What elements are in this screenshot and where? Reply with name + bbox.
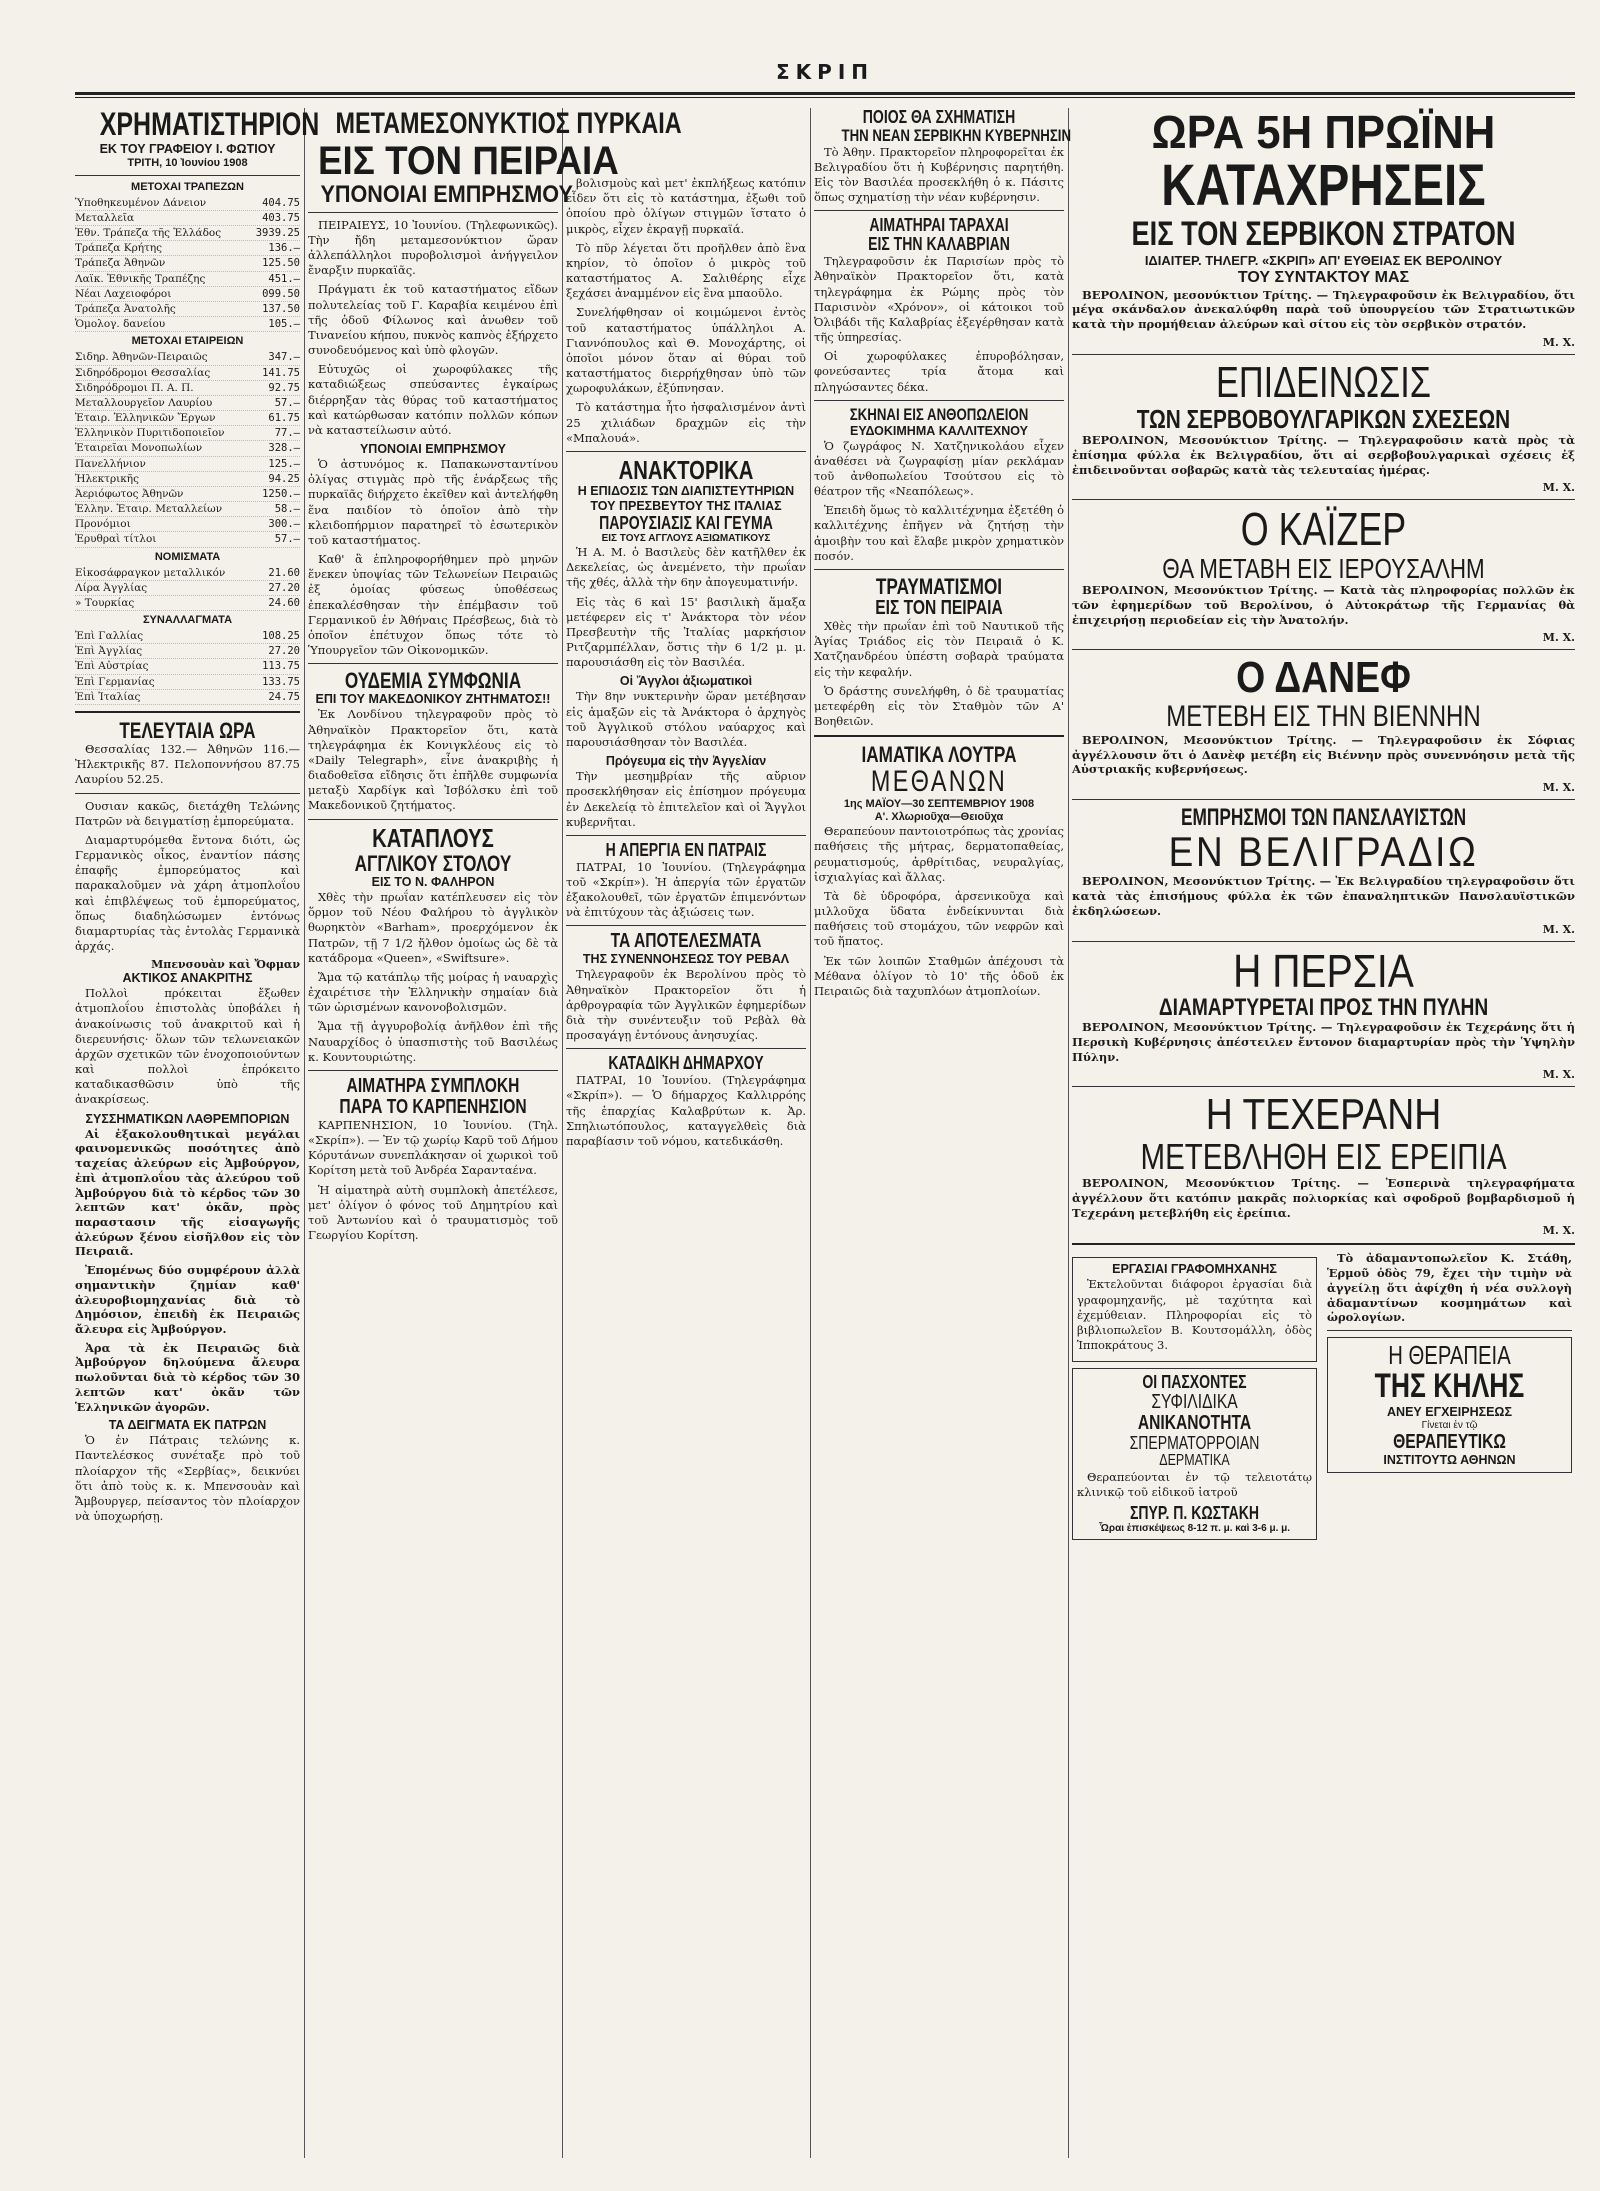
table-row bbox=[75, 644, 300, 659]
row-value: 136.— bbox=[268, 242, 300, 255]
last-hour-title: ΤΕΛΕΥΤΑΙΑ ΩΡΑ bbox=[119, 717, 256, 743]
row-label: Μεταλλουργεῖον Λαυρίου bbox=[75, 396, 213, 409]
row-value: 77.— bbox=[274, 427, 300, 440]
row-value: 347.— bbox=[268, 351, 300, 364]
row-value: 403.75 bbox=[262, 211, 300, 224]
headline: ΚΑΤΑΔΙΚΗ ΔΗΜΑΡΧΟΥ bbox=[608, 1053, 764, 1074]
row-value: 141.75 bbox=[262, 366, 300, 379]
headline: ΕΝ ΒΕΛΙΓΡΑΔΙΩ bbox=[1168, 828, 1479, 876]
row-value: 57.— bbox=[274, 533, 300, 546]
ad-name: ΣΠΥΡ. Π. ΚΩΣΤΑΚΗ bbox=[1129, 1503, 1260, 1524]
stock-source: ΕΚ ΤΟΥ ΓΡΑΦΕΙΟΥ Ι. ΦΩΤΙΟΥ bbox=[99, 141, 276, 156]
row-label: Νέαι Λαχειοφόροι bbox=[75, 287, 172, 300]
headline: ΟΥΔΕΜΙΑ ΣΥΜΦΩΝΙΑ bbox=[344, 668, 522, 694]
article-paragraph: Ἐπομένως δύο συμφέρουν ἀλλὰ σημαντικὴν ζημίαν καθ' ἀλευροβιομηχανίας διὰ τὸ Δημόσιον, ἐπειδὴ ἐκ Πειραιῶς ἄλευρα εἰς Ἀμβούργον. bbox=[75, 1263, 300, 1336]
subheadline: ΕΙΣ ΤΟ Ν. ΦΑΛΗΡΟΝ bbox=[371, 875, 495, 890]
table-row bbox=[75, 517, 300, 532]
table-row bbox=[75, 381, 300, 396]
stock-exchange-title: ΧΡΗΜΑΤΙΣΤΗΡΙΟΝ bbox=[99, 106, 320, 142]
section-heading: ΤΑ ΔΕΙΓΜΑΤΑ ΕΚ ΠΑΤΡΩΝ bbox=[108, 1418, 267, 1433]
ad-text: Θεραπεύονται ἐν τῷ τελειοτάτῳ κλινικῷ τοῦ εἰδικοῦ ἰατροῦ bbox=[1077, 1469, 1312, 1499]
signature: Μ. Χ. bbox=[1542, 781, 1575, 795]
article-paragraph: Ὁ δράστης συνελήφθη, ὁ δὲ τραυματίας μετεφέρθη εἰς τὸν Σταθμὸν τῶν Α' Βοηθειῶν. bbox=[814, 683, 1064, 729]
ad-paragraph: Θεραπεύουν παντοιοτρόπως τὰς χρονίας παθήσεις τῆς μήτρας, δερματοπαθείας, ρευματισμούς, ἀρθρίτιδας, νευραλγίας, ἰσχιαλγίας καὶ ἄλλας. bbox=[814, 824, 1064, 884]
article-paragraph: βολισμοὺς καὶ μετ' ἐκπλήξεως κατόπιν εἶδεν ὅτι εἰς τὸ κατάστημα, ἐξωθι τοῦ ὁποίου πρὸ ὀλίγων στιγμῶν ἵστατο ὁ μικρὸς, εἶχεν ἐκραγῇ πυρκαϊά. bbox=[566, 176, 806, 236]
banks-table bbox=[75, 196, 300, 333]
row-value: 137.50 bbox=[262, 302, 300, 315]
table-row bbox=[75, 457, 300, 472]
article-paragraph: ΠΑΤΡΑΙ, 10 Ἰουνίου. (Τηλεγράφημα τοῦ «Σκρίπ»). Ἡ ἀπεργία τῶν ἐργατῶν ἐξακολουθεῖ, τῶν ἐργατῶν ἐπιμενόντων νὰ ἐπιτύχουν τὰς ἀξιώσεις των. bbox=[566, 859, 806, 920]
table-row bbox=[75, 411, 300, 426]
row-value: 404.75 bbox=[262, 196, 300, 209]
table-row bbox=[75, 196, 300, 211]
article-paragraph: Εἰς τὰς 6 καὶ 15' βασιλικὴ ἅμαξα μετέφερεν εἰς τ' Ἀνάκτορα τὸν νέον Πρεσβευτὴν τῆς Ἰταλίας μαρκήσιον Ριτζαρμπέλλαν, ὅστις τὴν 6 1/2 μ. μ. παρουσιάσθη εἰς τὸν Βασιλέα. bbox=[566, 594, 806, 670]
row-value: 58.— bbox=[274, 503, 300, 516]
masthead-rule-thin bbox=[75, 97, 1575, 98]
headline: Η ΠΕΡΣΙΑ bbox=[1233, 944, 1414, 997]
row-label: Πανελλήνιον bbox=[75, 457, 146, 470]
row-value: 1250.— bbox=[262, 487, 300, 500]
row-label: Ἐθν. Τράπεζα τῆς Ἑλλάδος bbox=[75, 227, 222, 240]
coins-table bbox=[75, 566, 300, 612]
table-row bbox=[75, 532, 300, 547]
exchange-heading: ΣΥΝΑΛΛΑΓΜΑΤΑ bbox=[142, 614, 233, 627]
article-paragraph: Χθὲς τὴν πρωΐαν κατέπλευσεν εἰς τὸν ὅρμον τοῦ Νέου Φαλήρου τὸ ἀγγλικὸν θωρηκτὸν «Barham», προερχόμενον ἐκ Πατρῶν, τῇ 7 1/2 ἤλθον ὁμοίως ὡς δὲ τὰ κατάδρομα «Queen», «Swiftsure». bbox=[308, 890, 558, 965]
row-value: 328.— bbox=[268, 442, 300, 455]
column-divider bbox=[1068, 108, 1069, 2158]
article-paragraph: Ἐκ Λονδίνου τηλεγραφοῦν πρὸς τὸ Ἀθηναϊκὸν Πρακτορεῖον ὅτι, κατὰ τηλεγράφημα ἐκ Κονιγκλέους εἰς τὸ «Daily Telegraph», εἶνε ἀνακριβὴς ἡ διαδοθεῖσα εἴδησις ὅτι ἐπῆλθε συμφωνία μεταξὺ Χαρδίγκ καὶ Ἰσβόλσκυ ἐπὶ τοῦ Μακεδονικοῦ ζητήματος. bbox=[308, 707, 558, 813]
subheadline: ΥΠΟΝΟΙΑΙ ΕΜΠΡΗΣΜΟΥ bbox=[320, 180, 573, 208]
subheadline: ΙΔΙΑΙΤΕΡ. ΤΗΛΕΓΡ. «ΣΚΡΙΠ» ΑΠ' ΕΥΘΕΙΑΣ ΕΚ ΒΕΡΟΛΙΝΟΥ bbox=[1144, 252, 1503, 268]
article-paragraph: Ὁ ἐν Πάτραις τελώνης κ. Παντελέσκος συνέταξε πρὸ τοῦ πλοίαρχον τῆς «Σερβίας», δεικνύει ὅτι ἀπὸ τοὺς κ. κ. Μπενσουὰν καὶ Ἄμβουργερ, πείσαντος τὸν πλοίαρχον νὰ ὑποχωρήσῃ. bbox=[75, 1433, 300, 1524]
ad-subline: 1ης ΜΑΪΟΥ—30 ΣΕΠΤΕΜΒΡΙΟΥ 1908 bbox=[843, 797, 1035, 810]
headline: Η ΤΕΧΕΡΑΝΗ bbox=[1205, 1090, 1442, 1140]
article-paragraph: Χθὲς τὴν πρωΐαν ἐπὶ τοῦ Ναυτικοῦ τῆς Ἁγίας Τριάδος εἰς τὸν Πειραιᾶ ὁ Κ. Χατζηανδρέου ὑπέστη σοβαρὰ τραύματα εἰς τὴν κεφαλήν. bbox=[814, 619, 1064, 679]
row-label: Ἠλεκτρικῆς bbox=[75, 472, 139, 485]
row-value: 21.60 bbox=[268, 566, 300, 579]
row-label: Ἐπὶ Γερμανίας bbox=[75, 675, 155, 688]
row-label: Ἐπὶ Ἀγγλίας bbox=[75, 645, 143, 658]
ad-line: Γίνεται ἐν τῷ bbox=[1421, 1419, 1478, 1431]
row-label: Λαϊκ. Ἐθνικῆς Τραπέζης bbox=[75, 272, 206, 285]
article-paragraph: ΒΕΡΟΛΙΝΟΝ, Μεσονύκτιον Τρίτης. — Ἐσπερινὰ τηλεγραφήματα ἀγγέλλουν ὅτι κατόπιν μακρᾶς πολιορκίας καὶ σφοδροῦ βομβαρδισμοῦ ἡ Τεχεράνη μετεβλήθη εἰς ἐρείπια. bbox=[1072, 1176, 1575, 1220]
row-label: Ὑποθηκευμένον Δάνειον bbox=[75, 196, 207, 209]
companies-table bbox=[75, 350, 300, 547]
signature: Μ. Χ. bbox=[1542, 1068, 1575, 1082]
article-paragraph: ΠΕΙΡΑΙΕΥΣ, 10 Ἰουνίου. (Τηλεφωνικῶς). Τὴν ἤδη μεταμεσονύκτιον ὥραν ἀλλεπάλληλοι πυροβολισμοὶ ἀνήγγειλον ἔναρξιν πυρκαϊᾶς. bbox=[308, 217, 558, 278]
table-row bbox=[75, 566, 300, 581]
article-paragraph: Τηλεγραφοῦσιν ἐκ Παρισίων πρὸς τὸ Ἀθηναϊκὸν Πρακτορεῖον ὅτι, κατὰ τηλεγράφημα ἐκ Ρώμης πρὸς τὸν Παρισινὸν «Χρόνον», οἱ κάτοικοι τοῦ Ὀλιβάδι τῆς Καλαβρίας ἐξεγέρθησαν κατὰ τῆς ὑπηρεσίας. bbox=[814, 254, 1064, 345]
headline: ΑΓΓΛΙΚΟΥ ΣΤΟΛΟΥ bbox=[354, 850, 512, 876]
row-value: 105.— bbox=[268, 318, 300, 331]
article-paragraph: Συνελήφθησαν οἱ κοιμώμενοι ἐντὸς τοῦ καταστήματος ὑπάλληλοι Α. Γιαννόπουλος καὶ Θ. Μονοχάρτης, οἱ ὁποῖοι μόνον ὅταν αἱ θύραι τοῦ καταστήματος διερρήχθησαν ὑπὸ τῶν χωροφυλάκων, ἐξύπνησαν. bbox=[566, 305, 806, 396]
subheadline: Η ΕΠΙΔΟΣΙΣ ΤΩΝ ΔΙΑΠΙΣΤΕΥΤΗΡΙΩΝ bbox=[577, 484, 795, 499]
headline: ΠΑΡΑ ΤΟ ΚΑΡΠΕΝΗΣΙΟΝ bbox=[339, 1095, 527, 1118]
article-paragraph: Διαμαρτυρόμεθα ἔντονα διότι, ὡς Γερμανικὸς οἶκος, ἐναντίον πάσης ἐπαφῆς ἐμπορεύματος καὶ παρακαλοῦμεν νὰ χάρη ἀτμοπλοΐου καὶ ἐπιβλέψεως τοῦ ἐμπορεύματος, ὅπως διαδηλώσωμεν ἐντόνως διαμαρτυρίας τὰς ἐντολὰς Γερμανικὰ ἀρχάς. bbox=[75, 832, 300, 954]
ad-line: ΣΠΕΡΜΑΤΟΡΡΟΙΑΝ bbox=[1129, 1433, 1260, 1454]
jewelry-ad-text: Τὸ ἀδαμαντοπωλεῖον Κ. Στάθη, Ἑρμοῦ ὁδὸς 79, ἔχει τὴν τιμὴν νὰ ἀγγείλῃ ὅτι ἀφίχθη ἡ νέα συλλογὴ ἀδαμαντίνων κοσμημάτων καὶ ὡρολογίων. bbox=[1327, 1251, 1572, 1325]
table-row bbox=[75, 629, 300, 644]
article-paragraph: Ἅμα τῇ ἀγγυροβολίᾳ ἀνῆλθον ἐπὶ τῆς Ναυαρχίδος ὁ ὑπασπιστὴς τοῦ Βασιλέως κ. Κουντουριώτης. bbox=[308, 1019, 558, 1064]
headline: Ο ΚΑΪΖΕΡ bbox=[1240, 503, 1407, 556]
signature: Μ. Χ. bbox=[1542, 1224, 1575, 1238]
signature: Μ. Χ. bbox=[1542, 481, 1575, 495]
last-hour-text: Θεσσαλίας 132.— Ἀθηνῶν 116.— Ἠλεκτρικῆς 87. Πελοποννήσου 87.75 Λαυρίου 52.25. bbox=[75, 742, 300, 787]
row-value: 27.20 bbox=[268, 645, 300, 658]
column-divider bbox=[562, 108, 563, 2158]
article-paragraph: Τὸ κατάστημα ἦτο ἠσφαλισμένον ἀντὶ 25 χιλιάδων δραχμῶν εἰς τὴν «Μπαλουά». bbox=[566, 400, 806, 445]
subheadline: ΠΑΡΟΥΣΙΑΣΙΣ ΚΑΙ ΓΕΥΜΑ bbox=[599, 513, 773, 534]
subheadline: ΕΠΙ ΤΟΥ ΜΑΚΕΔΟΝΙΚΟΥ ΖΗΤΗΜΑΤΟΣ!! bbox=[315, 692, 551, 707]
headline: ΕΙΣ ΤΟΝ ΣΕΡΒΙΚΟΝ ΣΤΡΑΤΟΝ bbox=[1131, 215, 1516, 254]
signature: Μ. Χ. bbox=[1542, 335, 1575, 349]
article-paragraph: Εὐτυχῶς οἱ χωροφύλακες τῆς καταδιώξεως σπεύσαντες ἐγκαίρως διέρρηξαν τὰς θύρας τοῦ καταστήματος καὶ κατώρθωσαν κατόπιν πολλῶν κόπων νὰ καταστείλωσιν αὐτό. bbox=[308, 362, 558, 437]
article-paragraph: Τηλεγραφοῦν ἐκ Βερολίνου πρὸς τὸ Ἀθηναϊκὸν Πρακτορεῖον ὅτι ἡ ἀρθρογραφία τῶν Ἀγγλικῶν ἐφημερίδων διὰ τὴν συνέντευξιν τοῦ Ρεβὰλ θὰ προσαγάγῃ ἐντόνους ἀνησυχίας. bbox=[566, 967, 806, 1043]
table-row bbox=[75, 690, 300, 705]
row-value: 125.50 bbox=[262, 257, 300, 270]
table-row bbox=[75, 287, 300, 302]
ad-line: ΣΥΦΙΛΙΔΙΚΑ bbox=[1151, 1391, 1238, 1414]
article-paragraph: Ἡ αἱματηρὰ αὐτὴ συμπλοκὴ ἀπετέλεσε, μετ' ὀλίγον ὁ φόνος τοῦ Δημητρίου καὶ τοῦ Ἀντωνίου καὶ ὁ τραυματισμὸς τοῦ Γεωργίου Κορίτση. bbox=[308, 1182, 558, 1243]
row-value: 3939.25 bbox=[255, 227, 300, 240]
row-value: 57.— bbox=[274, 396, 300, 409]
table-row bbox=[75, 487, 300, 502]
ad-text: Ἐκτελοῦνται διάφοροι ἐργασίαι διὰ γραφομηχανῆς, μὲ ταχύτητα καὶ ἐχεμύθειαν. Πληροφορίαι εἰς τὸ βιβλιοπωλεῖον Β. Κουτσομάλλη, ὁδὸς Ἱπποκράτους 3. bbox=[1077, 1277, 1312, 1353]
headline: ΤΩΝ ΣΕΡΒΟΒΟΥΛΓΑΡΙΚΩΝ ΣΧΕΣΕΩΝ bbox=[1136, 404, 1511, 434]
ad-title: ΕΡΓΑΣΙΑΙ ΓΡΑΦΟΜΗΧΑΝΗΣ bbox=[1112, 1262, 1277, 1277]
table-row bbox=[75, 350, 300, 365]
row-value: 92.75 bbox=[268, 381, 300, 394]
column-piraeus-fire bbox=[308, 107, 682, 2158]
article-paragraph: ΒΕΡΟΛΙΝΟΝ, Μεσονύκτιον Τρίτης. — Ἐκ Βελιγραδίου τηλεγραφοῦσιν ὅτι κατὰ τὰς ἐπισήμους φύλλα ἐκ τῶν ἐπαναληπτικῶν Πανσλαυϊστικῶν ἐκδηλώσεων. bbox=[1072, 874, 1575, 918]
column-stock-exchange bbox=[75, 106, 320, 2158]
ad-line: ΑΝΙΚΑΝΟΤΗΤΑ bbox=[1137, 1412, 1252, 1435]
ad-headline: ΙΑΜΑΤΙΚΑ ΛΟΥΤΡΑ bbox=[861, 742, 1017, 768]
ad-line: ΘΕΡΑΠΕΥΤΙΚΩ bbox=[1393, 1430, 1506, 1453]
table-row bbox=[75, 472, 300, 487]
article-paragraph: Καθ' ἃ ἐπληροφορήθημεν πρὸ μηνῶν ἕνεκεν ὑποψίας τῶν Τελωνείων Πειραιῶς ἐξ ὁμοίας φύσεως ὑποθέσεως ἐπεκαλέσθησαν τὴν ἐπέμβασιν τοῦ Γερμανικοῦ ἐν Ἀθήναις Πρέσβεως, διὰ τὸ ὁποῖον ἐπέτυχον ὅπως τότε τὸ Ὑπουργεῖον τῶν Οἰκονομικῶν. bbox=[308, 552, 558, 658]
row-label: » Τουρκίας bbox=[75, 596, 135, 609]
table-row bbox=[75, 659, 300, 674]
article-paragraph: Ἡ Α. Μ. ὁ Βασιλεὺς δὲν κατῆλθεν ἐκ Δεκελείας, ὡς ἀνεμένετο, τὴν πρωΐαν τῆς χθές, ἀλλὰ τὴν 6ην ἀπογευματινήν. bbox=[566, 545, 806, 590]
row-label: Σιδηρόδρομοι Θεσσαλίας bbox=[75, 366, 211, 379]
row-value: 125.— bbox=[268, 457, 300, 470]
subheadline: ΕΥΔΟΚΙΜΗΜΑ ΚΑΛΛΙΤΕΧΝΟΥ bbox=[849, 423, 1028, 438]
row-label: Ἑλλην. Ἑταιρ. Μεταλλείων bbox=[75, 503, 223, 516]
article-paragraph: ΒΕΡΟΛΙΝΟΝ, Μεσονύκτιον Τρίτης. — Κατὰ τὰς πληροφορίας πολλῶν ἐκ τῶν ἐφημερίδων τοῦ Βερολίνου, ὁ Αὐτοκράτωρ τῆς Γερμανίας θὰ ἐπιχειρήσῃ περιοδείαν εἰς τὴν Ἀνατολήν. bbox=[1072, 583, 1575, 627]
ad-line: ΙΝΣΤΙΤΟΥΤΩ ΑΘΗΝΩΝ bbox=[1383, 1452, 1516, 1467]
row-label: Σιδηρόδρομοι Π. Α. Π. bbox=[75, 381, 194, 394]
row-value: 94.25 bbox=[268, 472, 300, 485]
table-row bbox=[75, 396, 300, 411]
exchange-table bbox=[75, 629, 300, 705]
headline: ΕΙΣ ΤΗΝ ΚΑΛΑΒΡΙΑΝ bbox=[868, 234, 1010, 255]
row-value: 24.75 bbox=[268, 690, 300, 703]
ad-title: ΟΙ ΠΑΣΧΟΝΤΕΣ bbox=[1142, 1372, 1247, 1393]
row-value: 300.— bbox=[268, 518, 300, 531]
column-palace-news bbox=[566, 108, 806, 2158]
headline: ΜΕΤΕΒΛΗΘΗ ΕΙΣ ΕΡΕΙΠΙΑ bbox=[1140, 1136, 1507, 1178]
headline: ΕΠΙΔΕΙΝΩΣΙΣ bbox=[1216, 357, 1431, 407]
signature: Μ. Χ. bbox=[1542, 631, 1575, 645]
row-value: 108.25 bbox=[262, 630, 300, 643]
table-row bbox=[75, 211, 300, 226]
headline: ΤΑ ΑΠΟΤΕΛΕΣΜΑΤΑ bbox=[610, 930, 762, 953]
ad-address: Ὧραι ἐπισκέψεως 8-12 π. μ. καὶ 3-6 μ. μ. bbox=[1098, 1523, 1291, 1535]
row-label: Ἐρυθραὶ τίτλοι bbox=[75, 533, 157, 546]
section-heading: Οἱ Ἄγγλοι ἀξιωματικοὶ bbox=[619, 674, 753, 689]
table-row bbox=[75, 272, 300, 287]
headline: ΣΚΗΝΑΙ ΕΙΣ ΑΝΘΟΠΩΛΕΙΟΝ bbox=[849, 404, 1029, 424]
article-paragraph: ΒΕΡΟΛΙΝΟΝ, Μεσονύκτιον Τρίτης. — Τηλεγραφοῦσιν κατὰ πρὸς τὰ ἐπίσημα φύλλα ἐκ Βελιγραδίου, ὅτι αἱ σερβοβουλγαρικαὶ σχέσεις ἐξ ἐπιδεινοῦνται σοβαρῶς κατὰ τὰς τελευταίας ἡμέρας. bbox=[1072, 433, 1575, 477]
row-label: Μεταλλεῖα bbox=[75, 211, 135, 224]
headline: ΠΟΙΟΣ ΘΑ ΣΧΗΜΑΤΙΣΗ bbox=[862, 107, 1016, 127]
headline: ΜΕΤΕΒΗ ΕΙΣ ΤΗΝ ΒΙΕΝΝΗΝ bbox=[1166, 700, 1481, 734]
ad-title: Η ΘΕΡΑΠΕΙΑ bbox=[1388, 1339, 1511, 1370]
article-paragraph: Ἀρα τὰ ἐκ Πειραιῶς διὰ Ἀμβούργον δηλούμενα ἄλευρα πωλοῦνται διὰ τὸ κέρδος τῶν 30 λεπτῶν κατ' ὀκᾶν τῶν Ἑλληνικῶν ἀγορῶν. bbox=[75, 1340, 300, 1414]
article-paragraph: ΒΕΡΟΛΙΝΟΝ, Μεσονύκτιον Τρίτης. — Τηλεγραφοῦσιν ἐκ Σόφιας ἀγγέλλουσιν ὅτι ὁ Δανὲφ μετέβη εἰς Βιέννην πρὸς συνεννόησιν μετὰ τῆς Αὐστριακῆς κυβερνήσεως. bbox=[1072, 732, 1575, 777]
row-label: Εἰκοσάφραγκον μεταλλικόν bbox=[75, 566, 226, 579]
masthead-title: ΣΚΡΙΠ bbox=[776, 60, 874, 84]
row-label: Ἀεριόφωτος Ἀθηνῶν bbox=[75, 487, 184, 500]
article-paragraph: Οἱ χωροφύλακες ἐπυροβόλησαν, φονεύσαντες τρία ἄτομα καὶ πληγώσαντες δέκα. bbox=[814, 349, 1064, 394]
row-label: Σιδηρ. Ἀθηνῶν-Πειραιῶς bbox=[75, 351, 208, 364]
subheadline: ΤΟΥ ΠΡΕΣΒΕΥΤΟΥ ΤΗΣ ΙΤΑΛΙΑΣ bbox=[590, 499, 782, 514]
headline: ΕΜΠΡΗΣΜΟΙ ΤΩΝ ΠΑΝΣΛΑΥΙΣΤΩΝ bbox=[1180, 804, 1467, 832]
row-value: 24.60 bbox=[268, 596, 300, 609]
row-label: Ἐπὶ Ἰταλίας bbox=[75, 690, 141, 703]
ad-paragraph: Ἐκ τῶν λοιπῶν Σταθμῶν ἀπέχουσι τὰ Μέθανα ὀλίγον τὸ 10' τῆς ὁδοῦ ἐκ Πειραιῶς διὰ ταχυπλόων ἀτμοπλοίων. bbox=[814, 953, 1064, 998]
article-paragraph: Ἐπειδὴ ὅμως τὸ καλλιτέχνημα ἐξετέθη ὁ καλλιτέχνης ἐπῆγεν νὰ ζητήσῃ τὴν ἀμοιβὴν του καὶ ἔλαβε μικρὸν χρηματικὸν ποσόν. bbox=[814, 503, 1064, 563]
table-row bbox=[75, 596, 300, 611]
ad-headline: ΜΕΘΑΝΩΝ bbox=[870, 765, 1008, 799]
companies-heading: ΜΕΤΟΧΑΙ ΕΤΑΙΡΕΙΩΝ bbox=[131, 335, 244, 348]
row-label: Ἑταιρ. Ἑλληνικῶν Ἔργων bbox=[75, 412, 216, 425]
ad-line: ΔΕΡΜΑΤΙΚΑ bbox=[1159, 1452, 1230, 1469]
article-paragraph: ΒΕΡΟΛΙΝΟΝ, Μεσονύκτιον Τρίτης. — Τηλεγραφοῦσιν ἐκ Τεχεράνης ὅτι ἡ Περσικὴ Κυβέρνησις ἀπέστειλεν ἔντονον διαμαρτυρίαν πρὸς τὴν Ὑψηλὴν Πύλην. bbox=[1072, 1020, 1575, 1064]
row-value: 113.75 bbox=[262, 660, 300, 673]
table-row bbox=[75, 241, 300, 256]
headline: Η ΑΠΕΡΓΙΑ ΕΝ ΠΑΤΡΑΙΣ bbox=[605, 839, 767, 860]
signature: Μπενσουὰν καὶ Ὄφμαν bbox=[151, 958, 300, 972]
headline: ΑΙΜΑΤΗΡΑΙ ΤΑΡΑΧΑΙ bbox=[869, 215, 1009, 236]
masthead-rule bbox=[75, 92, 1575, 95]
article-paragraph: ΚΑΡΠΕΝΗΣΙΟΝ, 10 Ἰουνίου. (Τηλ. «Σκρίπ»). — Ἐν τῷ χωρίῳ Καρῦ τοῦ Δήμου Κόρυτάνων συνεπλάκησαν οἱ χωρικοὶ τοῦ Κορίτση μετὰ τοῦ Ἀνδρέα Σαρανταένα. bbox=[308, 1117, 558, 1178]
table-row bbox=[75, 226, 300, 241]
coins-heading: ΝΟΜΙΣΜΑΤΑ bbox=[154, 550, 221, 563]
table-row bbox=[75, 256, 300, 271]
headline: ΔΙΑΜΑΡΤΥΡΕΤΑΙ ΠΡΟΣ ΤΗΝ ΠΥΛΗΝ bbox=[1158, 993, 1489, 1021]
column-divider bbox=[810, 108, 811, 2158]
table-row bbox=[75, 366, 300, 381]
article-paragraph: ΠΑΤΡΑΙ, 10 Ἰουνίου. (Τηλεγράφημα «Σκρίπ»). — Ὁ δήμαρχος Καλλιρρόης τῆς ἐπαρχίας Καλαβρύτων κ. Ἀρ. Σπηλιωτόπουλος, καταγγελθεὶς διὰ παραβίασιν τοῦ νόμου, κατεδικάσθη. bbox=[566, 1073, 806, 1148]
article-paragraph: Ουσιαν κακῶς, διετάχθη Τελώνης Πατρῶν νὰ δειγματίσῃ ἐμπορεύματα. bbox=[75, 798, 300, 828]
row-value: 27.20 bbox=[268, 581, 300, 594]
subheadline: ΕΙΣ ΤΟΥΣ ΑΓΓΛΟΥΣ ΑΞΙΩΜΑΤΙΚΟΥΣ bbox=[601, 533, 771, 545]
headline: ΘΑ ΜΕΤΑΒΗ ΕΙΣ ΙΕΡΟΥΣΑΛΗΜ bbox=[1162, 552, 1485, 584]
headline: ΑΝΑΚΤΟΡΙΚΑ bbox=[618, 454, 754, 485]
table-row bbox=[75, 426, 300, 441]
subheadline: ΤΗΣ ΣΥΝΕΝΝΟΗΣΕΩΣ ΤΟΥ ΡΕΒΑΛ bbox=[582, 952, 790, 967]
row-value: 099.50 bbox=[262, 287, 300, 300]
row-label: Λίρα Ἀγγλίας bbox=[75, 581, 148, 594]
headline: ΩΡΑ 5Η ΠΡΩΪΝΗ bbox=[1151, 106, 1496, 158]
headline: ΜΕΤΑΜΕΣΟΝΥΚΤΙΟΣ ΠΥΡΚΑΙΑ bbox=[335, 107, 682, 140]
ad-line: ΑΝΕΥ ΕΓΧΕΙΡΗΣΕΩΣ bbox=[1387, 1404, 1512, 1419]
article-paragraph: Ὁ ἀστυνόμος κ. Παπακωνσταντίνου ὀλίγας στιγμὰς πρὸ τῆς ἐνάρξεως τῆς πυρκαϊᾶς διήρχετο ἐκεῖθεν καὶ ἀντελήφθη ἕνα παιδίον τὸ ὁποῖον ἀπὸ τὴν κλειδοπήρμιον παρατηρεῖ τὸ ἐσωτερικὸν τοῦ καταστήματος. bbox=[308, 457, 558, 547]
section-heading: Πρόγευμα εἰς τὴν Ἀγγελίαν bbox=[605, 754, 767, 769]
column-divider bbox=[304, 108, 305, 2158]
stock-date: ΤΡΙΤΗ, 10 Ἰουνίου 1908 bbox=[127, 156, 248, 169]
row-label: Ἐπὶ Αὐστρίας bbox=[75, 660, 149, 673]
subheadline: ΤΟΥ ΣΥΝΤΑΚΤΟΥ ΜΑΣ bbox=[1237, 269, 1410, 287]
table-row bbox=[75, 502, 300, 517]
article-paragraph: ΒΕΡΟΛΙΝΟΝ, μεσονύκτιον Τρίτης. — Τηλεγραφοῦσιν ἐκ Βελιγραδίου, ὅτι μέγα σκάνδαλον ἀνεκαλύφθη παρὰ τοῦ ὑπουργείου τῶν Στρατιωτικῶν κατὰ τὴν προμήθειαν ἀλεύρων καὶ σίτου εἰς τὸν σερβικὸν στρατόν. bbox=[1072, 287, 1575, 332]
table-row bbox=[75, 441, 300, 456]
headline: ΕΙΣ ΤΟΝ ΠΕΙΡΑΙΑ bbox=[875, 597, 1003, 620]
section-heading: ΑΚΤΙΚΟΣ ΑΝΑΚΡΙΤΗΣ bbox=[122, 971, 253, 986]
section-heading: ΥΠΟΝΟΙΑΙ ΕΜΠΡΗΣΜΟΥ bbox=[359, 442, 507, 457]
row-value: 451.— bbox=[268, 272, 300, 285]
clinic-ad bbox=[1072, 1368, 1317, 1540]
headline: ΑΙΜΑΤΗΡΑ ΣΥΜΠΛΟΚΗ bbox=[346, 1074, 520, 1097]
row-label: Ὁμολογ. δανείου bbox=[75, 318, 166, 331]
row-value: 133.75 bbox=[262, 675, 300, 688]
row-label: Τράπεζα Ἀνατολῆς bbox=[75, 302, 176, 315]
row-label: Ἐπὶ Γαλλίας bbox=[75, 630, 144, 643]
signature: Μ. Χ. bbox=[1542, 922, 1575, 936]
row-value: 61.75 bbox=[268, 412, 300, 425]
row-label: Ἑλληνικὸν Πυριτιδοποιεῖον bbox=[75, 427, 225, 440]
banks-heading: ΜΕΤΟΧΑΙ ΤΡΑΠΕΖΩΝ bbox=[131, 180, 244, 193]
headline: ΚΑΤΑΧΡΗΣΕΙΣ bbox=[1161, 153, 1486, 219]
headline: ΚΑΤΑΠΛΟΥΣ bbox=[372, 822, 494, 853]
table-row bbox=[75, 675, 300, 690]
article-paragraph: Τὸ πῦρ λέγεται ὅτι προῆλθεν ἀπὸ ἓνα κηρίον, τὸ ὁποῖον ὁ μικρὸς τοῦ καταστήματος Α. Σαλιθέρης εἶχε ξεχάσει ἀναμμένον εἰς ἓνα μπαοῦλο. bbox=[566, 240, 806, 301]
table-row bbox=[75, 317, 300, 332]
headline: ΤΡΑΥΜΑΤΙΣΜΟΙ bbox=[875, 573, 1003, 599]
headline: ΕΙΣ ΤΟΝ ΠΕΙΡΑΙΑ bbox=[318, 138, 619, 183]
article-paragraph: Τὴν 8ην νυκτερινὴν ὥραν μετέβησαν εἰς ἁμαξῶν εἰς τὰ Ἀνάκτορα ὁ ἀρχηγὸς τοῦ Ἀγγλικοῦ στόλου ναύαρχος καὶ παρουσιάσθησαν τὸν Βασιλέα. bbox=[566, 689, 806, 749]
section-heading: ΣΥΣΣΗΜΑΤΙΚΩΝ ΛΑΘΡΕΜΠΟΡΙΩΝ bbox=[85, 1111, 290, 1126]
ad-paragraph: Τὰ δὲ ὑδροφόρα, ἀρσενικοῦχα καὶ μιλλοῦχα ὕδατα ἐνδείκνυνται διὰ παθήσεις τοῦ στομάχου, τῶν νεφρῶν καὶ τοῦ ἥπατος. bbox=[814, 888, 1064, 949]
hernia-ad bbox=[1327, 1337, 1572, 1473]
article-paragraph: Πολλοὶ πρόκειται ἔξωθεν ἀτμοπλοΐου ἐπιστολὰς ὑποβάλει ἡ ἀνακοίνωσις τοῦ ἀνακριτοῦ καὶ ἡ διερευνήσις· ὅλων τῶν τελωνειακῶν ἀρχῶν σχετικῶν τῶν ἐνοχοποιούντων καὶ πολλοὶ ἐπρόκειτο καταδικασθῶσιν ὑπὸ τῆς ἀνακρίσεως. bbox=[75, 986, 300, 1107]
typewriter-ad bbox=[1072, 1257, 1317, 1362]
article-paragraph: Τὸ Ἀθην. Πρακτορεῖον πληροφορεῖται ἐκ Βελιγραδίου ὅτι ἡ Κυβέρνησις παρητήθη. Εἰς τὸν Βασιλέα προσεκλήθη ὁ κ. Πάσιτς ὅπως σχηματίσῃ τὴν νέαν κυβέρνησιν. bbox=[814, 144, 1064, 205]
article-paragraph: Πράγματι ἐκ τοῦ καταστήματος εἴδων πολυτελείας τοῦ Γ. Καραβία κειμένου ἐπὶ τῆς ὁδοῦ Φίλωνος καὶ ἀνωθεν τοῦ Τινανείου κήπου, πυκνὸς καπνὸς ἐξήρχετο συνοδευόμενος καὶ ὑπὸ φλογῶν. bbox=[308, 282, 558, 358]
row-label: Προνόμιοι bbox=[75, 518, 131, 531]
ad-line: ΤΗΣ ΚΗΛΗΣ bbox=[1374, 1367, 1525, 1406]
table-row bbox=[75, 581, 300, 596]
row-label: Τράπεζα Ἀθηνῶν bbox=[75, 257, 166, 270]
article-paragraph: Ἅμα τῷ κατάπλῳ τῆς μοίρας ἡ ναυαρχὶς ἐχαιρέτισε τὴν Ἑλληνικὴν σημαίαν διὰ τῶν ὡρισμένων κανονοβολισμῶν. bbox=[308, 969, 558, 1015]
article-paragraph: Αἱ ἐξακολουθητικαὶ μεγάλαι φαινομενικῶς ποσότητες ἀπὸ ταχείας ἀλεύρων εἰς Ἀμβούργον, ἐπὶ ἀτμοπλοΐου τὰς ἀλεύρου τοῦ Ἀμβούργου διὰ τὸ κέρδος τῶν 30 λεπτῶν κατ' ὀκᾶν, πρὸς παραστασιν τῆς εἰσαγωγῆς ἀλεύρων ξένου εἰσῆλθον εἰς τὸν Πειραιᾶ. bbox=[75, 1126, 300, 1259]
row-label: Τράπεζα Κρήτης bbox=[75, 242, 163, 255]
headline: ΤΗΝ ΝΕΑΝ ΣΕΡΒΙΚΗΝ ΚΥΒΕΡΝΗΣΙΝ bbox=[841, 125, 1072, 145]
article-paragraph: Ὁ ζωγράφος Ν. Χατζηνικολάου εἶχεν ἀναθέσει νὰ ζωγραφίσῃ μίαν ρεκλάμαν τοῦ ἀνθοπωλείου Τσούτσου εἰς τὸ θέατρον τῆς «Νεαπόλεως». bbox=[814, 438, 1064, 499]
headline: Ο ΔΑΝΕΦ bbox=[1236, 653, 1411, 703]
row-label: Ἑταιρεῖαι Μονοπωλίων bbox=[75, 442, 203, 455]
article-paragraph: Τὴν μεσημβρίαν τῆς αὔριον προσεκλήθησαν εἰς ἐπίσημον πρόγευμα ἐν Δεκελείᾳ τὸ ἐπιτελεῖον καὶ οἱ Ἄγγλοι κυβερνῆται. bbox=[566, 769, 806, 829]
table-row bbox=[75, 302, 300, 317]
column-telegrams bbox=[1072, 108, 1575, 2158]
column-foreign-news bbox=[814, 107, 1072, 2158]
ad-subline: Α'. Χλωριοῦχα—Θειοῦχα bbox=[874, 811, 1004, 824]
